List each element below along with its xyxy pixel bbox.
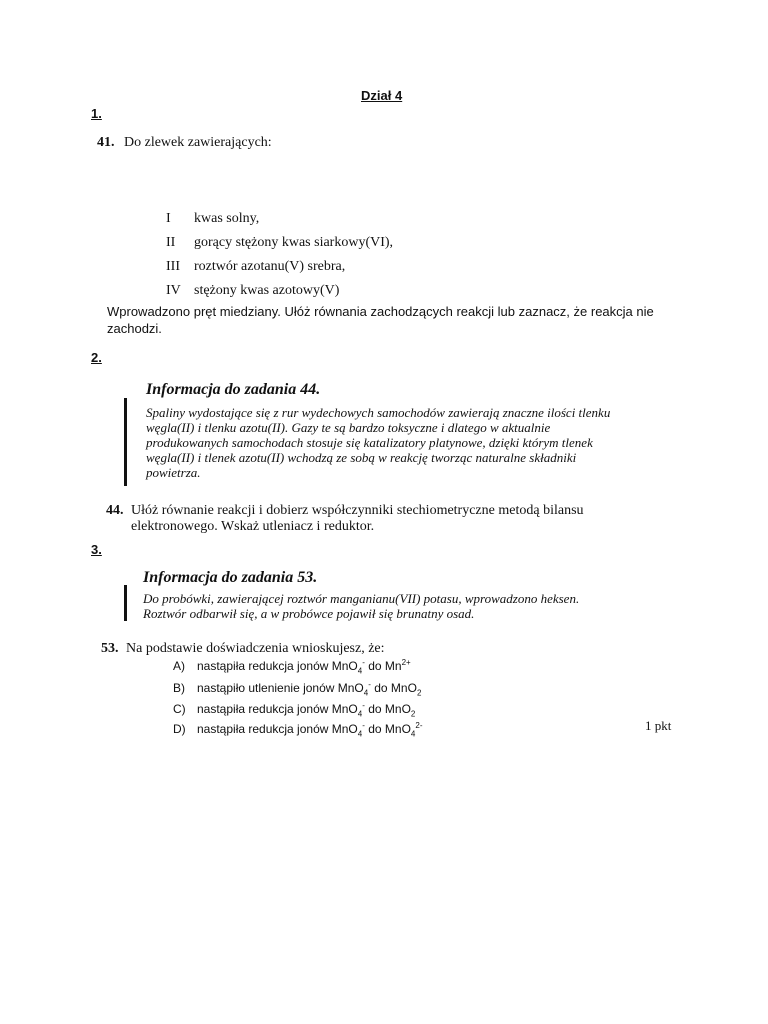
- info-text-53: Do probówki, zawierającej roztwór manganianu(VII) potasu, wprowadzono heksen. Roztwór odbarwił się, a w probówce pojawił się brunatny osad.: [143, 591, 580, 621]
- question-41-intro: [97, 135, 272, 151]
- question-53-intro: 53. Na podstawie doświadczenia wnioskujesz, że:: [101, 641, 385, 656]
- info-bar: [124, 398, 127, 486]
- answer-option-d[interactable]: D) nastąpiła redukcja jonów MnO$_4$- do MnO$_4^{2-}$: [173, 721, 423, 739]
- points-label: 1 pkt: [645, 718, 672, 733]
- section-label-3: 3.: [91, 542, 102, 557]
- answer-option-b[interactable]: B) nastąpiło utlenienie jonów MnO$_4$- do MnO$_2$: [173, 680, 422, 698]
- section-label-2: 2.: [91, 350, 102, 365]
- info-title-44: Informacja do zadania 44.: [146, 381, 321, 398]
- question-44: 44. Ułóż równanie reakcji i dobierz współczynniki stechiometryczne metodą bilansu elektronowego. Wskaż utleniacz i reduktor.: [106, 503, 584, 534]
- answer-option-a[interactable]: A) nastąpiła redukcja jonów MnO$_4$- do $Mn^{2+}$: [173, 658, 411, 676]
- list-item: I kwas solny,: [166, 211, 260, 226]
- list-item: III roztwór azotanu(V) srebra,: [166, 259, 346, 274]
- question-41-prompt: Wprowadzono pręt miedziany. Ułóż równania zachodzących reakcji lub zaznacz, że reakcja nie zachodzi.: [107, 304, 654, 336]
- question-number: 41.: [97, 135, 115, 150]
- page-title: Dział 4: [361, 88, 403, 103]
- info-bar: [124, 585, 127, 621]
- question-text: Do zlewek zawierających:: [124, 135, 272, 150]
- question-number: 53.: [101, 641, 119, 656]
- section-label-1: 1.: [91, 106, 102, 121]
- question-number: 44.: [106, 503, 124, 518]
- list-item: II gorący stężony kwas siarkowy(VI),: [166, 235, 394, 250]
- info-text-44: Spaliny wydostające się z rur wydechowych samochodów zawierają znaczne ilości tlenku węgla(II) i tlenku azotu(II). Gazy te są bardzo toksyczne i dlatego w aktualnie produkowanych samochodach stosuje się katalizatory platynowe, dzięki którym tlenek węgla(II) i tlenek azotu(II) wchodzą ze sobą w reakcję tworząc naturalne składniki powietrza.: [146, 405, 611, 480]
- list-item: IV stężony kwas azotowy(V): [166, 283, 340, 298]
- info-title-53: Informacja do zadania 53.: [143, 569, 318, 586]
- answer-option-c[interactable]: C) nastąpiła redukcja jonów MnO$_4$- do MnO$_2$: [173, 701, 416, 719]
